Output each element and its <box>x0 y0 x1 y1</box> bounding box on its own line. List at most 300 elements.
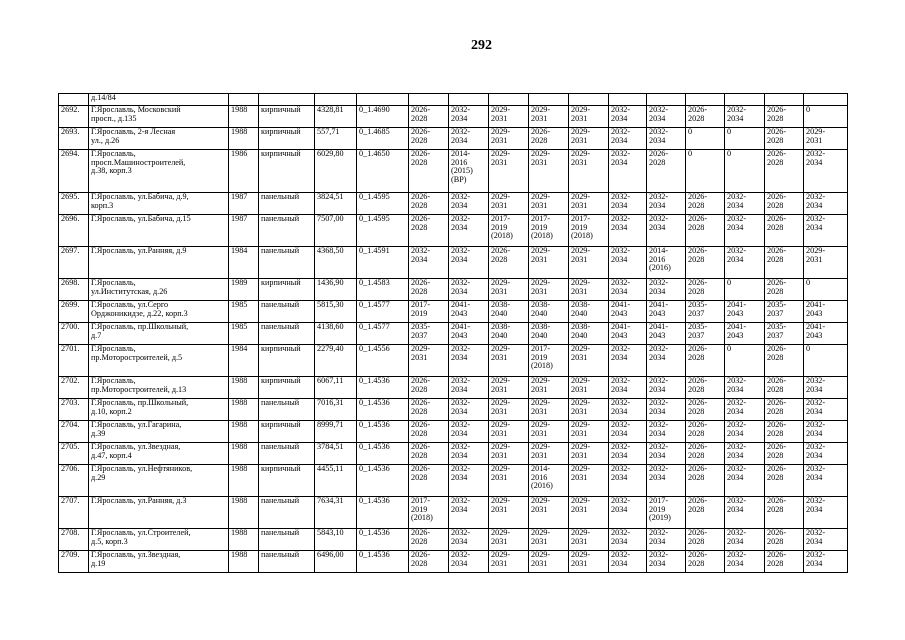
cell-period-1: 2017- 2019 <box>409 301 449 323</box>
cell-period-10: 2026- 2028 <box>765 150 804 193</box>
cell-period-7: 2032- 2034 <box>647 377 686 399</box>
cell-period-10: 2026- 2028 <box>765 399 804 421</box>
cell-period-7: 2032- 2034 <box>647 443 686 465</box>
cell-period-3: 2026- 2028 <box>489 247 529 279</box>
cell-wall-material: панельный <box>259 247 315 279</box>
cell-period-6: 2032- 2034 <box>609 215 647 247</box>
cell-period-2: 2032- 2034 <box>449 465 489 497</box>
cell-period-9: 2032- 2034 <box>725 399 765 421</box>
cell-object-code: 0_1.4583 <box>357 279 409 301</box>
cell-period-1: 2026- 2028 <box>409 377 449 399</box>
cell-period-6: 2032- 2034 <box>609 399 647 421</box>
cell-period-7: 2017- 2019 (2019) <box>647 497 686 529</box>
cell-period-8: 2026- 2028 <box>686 421 725 443</box>
cell-period-4: 2014- 2016 (2016) <box>529 465 569 497</box>
cell-period-2: 2032- 2034 <box>449 279 489 301</box>
cell-area: 8999,71 <box>315 421 357 443</box>
cell-period-6: 2032- 2034 <box>609 497 647 529</box>
cell-build-year: 1987 <box>229 193 259 215</box>
cell-period-5: 2029- 2031 <box>569 529 609 551</box>
cell-wall-material: панельный <box>259 193 315 215</box>
table-row <box>59 94 848 106</box>
cell-build-year: 1988 <box>229 497 259 529</box>
cell-address: Г.Ярославль, ул.Строителей, д.5, корп.3 <box>89 529 229 551</box>
cell-period-11: 2032- 2034 <box>804 421 848 443</box>
cell-period-2: 2032- 2034 <box>449 345 489 377</box>
cell-wall-material: панельный <box>259 399 315 421</box>
cell-build-year: 1988 <box>229 465 259 497</box>
cell-period-5: 2038- 2040 <box>569 301 609 323</box>
cell-wall-material: кирпичный <box>259 279 315 301</box>
cell-area: 7634,31 <box>315 497 357 529</box>
cell-period-8: 2035- 2037 <box>686 301 725 323</box>
cell-period-5: 2029- 2031 <box>569 421 609 443</box>
cell-period-8: 2026- 2028 <box>686 551 725 573</box>
cell-wall-material: кирпичный <box>259 465 315 497</box>
table-row <box>59 215 848 247</box>
cell-period-1: 2026- 2028 <box>409 465 449 497</box>
cell-address: Г.Ярославль, пр.Моторостроителей, д.5 <box>89 345 229 377</box>
cell-period-4: 2029- 2031 <box>529 279 569 301</box>
cell-period-3: 2029- 2031 <box>489 150 529 193</box>
cell-period-11: 2032- 2034 <box>804 150 848 193</box>
cell-period-1: 2026- 2028 <box>409 106 449 128</box>
cell-build-year: 1987 <box>229 215 259 247</box>
cell-period-5: 2029- 2031 <box>569 345 609 377</box>
cell-period-10: 2026- 2028 <box>765 497 804 529</box>
cell-period-5: 2029- 2031 <box>569 465 609 497</box>
cell-period-3: 2029- 2031 <box>489 529 529 551</box>
cell-period-10: 2026- 2028 <box>765 377 804 399</box>
cell-area: 4368,50 <box>315 247 357 279</box>
cell-period-4 <box>529 94 569 106</box>
cell-area: 4138,60 <box>315 323 357 345</box>
cell-period-5 <box>569 94 609 106</box>
cell-address: Г.Ярославль, ул.Ранняя, д.9 <box>89 247 229 279</box>
cell-period-2: 2014- 2016 (2015) (ВР) <box>449 150 489 193</box>
cell-period-10: 2026- 2028 <box>765 247 804 279</box>
cell-period-5: 2029- 2031 <box>569 399 609 421</box>
cell-period-9: 2032- 2034 <box>725 247 765 279</box>
cell-period-8: 2026- 2028 <box>686 529 725 551</box>
cell-period-9: 2032- 2034 <box>725 497 765 529</box>
cell-period-2: 2032- 2034 <box>449 421 489 443</box>
cell-period-1: 2026- 2028 <box>409 279 449 301</box>
cell-wall-material: панельный <box>259 551 315 573</box>
cell-period-10: 2026- 2028 <box>765 465 804 497</box>
cell-period-10: 2035- 2037 <box>765 323 804 345</box>
cell-object-code: 0_1.4536 <box>357 465 409 497</box>
cell-wall-material: панельный <box>259 529 315 551</box>
cell-period-6: 2032- 2034 <box>609 421 647 443</box>
cell-object-code: 0_1.4577 <box>357 301 409 323</box>
cell-row-number: 2704. <box>59 421 89 443</box>
cell-period-2: 2032- 2034 <box>449 106 489 128</box>
cell-period-8: 2026- 2028 <box>686 497 725 529</box>
table-row <box>59 345 848 377</box>
cell-period-8: 2026- 2028 <box>686 279 725 301</box>
cell-period-9: 2032- 2034 <box>725 421 765 443</box>
cell-object-code: 0_1.4536 <box>357 443 409 465</box>
cell-object-code: 0_1.4536 <box>357 421 409 443</box>
cell-address: Г.Ярославль, ул.Звездная, д.19 <box>89 551 229 573</box>
cell-build-year: 1988 <box>229 443 259 465</box>
cell-wall-material: кирпичный <box>259 128 315 150</box>
cell-period-6 <box>609 94 647 106</box>
cell-period-7: 2032- 2034 <box>647 279 686 301</box>
cell-period-3: 2029- 2031 <box>489 279 529 301</box>
cell-period-11: 2032- 2034 <box>804 377 848 399</box>
cell-period-2: 2032- 2034 <box>449 443 489 465</box>
cell-period-3: 2029- 2031 <box>489 551 529 573</box>
cell-period-5: 2029- 2031 <box>569 279 609 301</box>
cell-period-2: 2032- 2034 <box>449 551 489 573</box>
table-row <box>59 128 848 150</box>
cell-period-9: 2032- 2034 <box>725 215 765 247</box>
cell-period-10: 2026- 2028 <box>765 279 804 301</box>
cell-address: Г.Ярославль, ул.Ранняя, д.3 <box>89 497 229 529</box>
cell-period-11: 2041- 2043 <box>804 323 848 345</box>
cell-period-3: 2029- 2031 <box>489 443 529 465</box>
cell-object-code: 0_1.4536 <box>357 377 409 399</box>
cell-period-6: 2032- 2034 <box>609 128 647 150</box>
cell-period-6: 2032- 2034 <box>609 150 647 193</box>
cell-period-3: 2029- 2031 <box>489 128 529 150</box>
cell-period-9: 0 <box>725 128 765 150</box>
cell-period-7: 2032- 2034 <box>647 106 686 128</box>
cell-period-11: 0 <box>804 106 848 128</box>
cell-period-11: 2029- 2031 <box>804 247 848 279</box>
cell-period-7 <box>647 94 686 106</box>
cell-period-7: 2041- 2043 <box>647 323 686 345</box>
cell-period-6: 2032- 2034 <box>609 279 647 301</box>
cell-wall-material: панельный <box>259 443 315 465</box>
cell-period-1: 2026- 2028 <box>409 193 449 215</box>
cell-period-9: 0 <box>725 279 765 301</box>
cell-wall-material: кирпичный <box>259 106 315 128</box>
cell-period-2 <box>449 94 489 106</box>
cell-area: 1436,90 <box>315 279 357 301</box>
cell-period-5: 2017- 2019 (2018) <box>569 215 609 247</box>
cell-object-code: 0_1.4591 <box>357 247 409 279</box>
cell-period-1: 2026- 2028 <box>409 421 449 443</box>
cell-period-9: 0 <box>725 150 765 193</box>
cell-period-7: 2026- 2028 <box>647 150 686 193</box>
cell-period-4: 2029- 2031 <box>529 497 569 529</box>
cell-period-10: 2026- 2028 <box>765 345 804 377</box>
cell-row-number: 2696. <box>59 215 89 247</box>
cell-period-4: 2029- 2031 <box>529 551 569 573</box>
cell-period-2: 2041- 2043 <box>449 323 489 345</box>
cell-wall-material: панельный <box>259 323 315 345</box>
cell-period-4: 2029- 2031 <box>529 443 569 465</box>
cell-period-9 <box>725 94 765 106</box>
cell-wall-material: панельный <box>259 215 315 247</box>
cell-address: Г.Ярославль, ул.Нефтяников, д.29 <box>89 465 229 497</box>
cell-period-11: 2032- 2034 <box>804 443 848 465</box>
cell-period-10: 2026- 2028 <box>765 106 804 128</box>
cell-area: 4328,81 <box>315 106 357 128</box>
table-row <box>59 399 848 421</box>
cell-period-5: 2029- 2031 <box>569 193 609 215</box>
cell-row-number: 2706. <box>59 465 89 497</box>
cell-period-3: 2038- 2040 <box>489 301 529 323</box>
cell-area <box>315 94 357 106</box>
cell-period-7: 2041- 2043 <box>647 301 686 323</box>
cell-period-4: 2017- 2019 (2018) <box>529 215 569 247</box>
cell-row-number: 2702. <box>59 377 89 399</box>
cell-period-2: 2032- 2034 <box>449 529 489 551</box>
cell-wall-material: кирпичный <box>259 345 315 377</box>
housing-repair-schedule-table <box>58 93 848 573</box>
cell-period-1: 2026- 2028 <box>409 128 449 150</box>
table-row <box>59 106 848 128</box>
cell-period-8: 2026- 2028 <box>686 247 725 279</box>
cell-row-number: 2697. <box>59 247 89 279</box>
cell-period-7: 2032- 2034 <box>647 399 686 421</box>
cell-period-2: 2032- 2034 <box>449 497 489 529</box>
cell-row-number <box>59 94 89 106</box>
cell-period-4: 2029- 2031 <box>529 247 569 279</box>
cell-period-7: 2032- 2034 <box>647 215 686 247</box>
cell-wall-material: кирпичный <box>259 150 315 193</box>
cell-object-code: 0_1.4595 <box>357 193 409 215</box>
cell-address: Г.Ярославль, пр.Школьный, д.7 <box>89 323 229 345</box>
cell-period-11: 2032- 2034 <box>804 465 848 497</box>
cell-period-6: 2032- 2034 <box>609 345 647 377</box>
cell-period-9: 2032- 2034 <box>725 551 765 573</box>
cell-period-8: 2026- 2028 <box>686 345 725 377</box>
cell-period-4: 2026- 2028 <box>529 128 569 150</box>
cell-period-4: 2029- 2031 <box>529 421 569 443</box>
cell-period-3: 2038- 2040 <box>489 323 529 345</box>
cell-period-4: 2017- 2019 (2018) <box>529 345 569 377</box>
cell-period-4: 2038- 2040 <box>529 323 569 345</box>
cell-period-11: 0 <box>804 279 848 301</box>
cell-period-7: 2032- 2034 <box>647 128 686 150</box>
cell-row-number: 2698. <box>59 279 89 301</box>
cell-period-11: 2029- 2031 <box>804 128 848 150</box>
cell-wall-material: панельный <box>259 301 315 323</box>
cell-period-11: 0 <box>804 345 848 377</box>
cell-build-year: 1988 <box>229 106 259 128</box>
cell-period-10: 2026- 2028 <box>765 193 804 215</box>
cell-period-9: 2032- 2034 <box>725 465 765 497</box>
cell-build-year: 1989 <box>229 279 259 301</box>
cell-period-5: 2029- 2031 <box>569 106 609 128</box>
cell-row-number: 2701. <box>59 345 89 377</box>
cell-period-11: 2032- 2034 <box>804 215 848 247</box>
cell-period-11: 2032- 2034 <box>804 193 848 215</box>
cell-period-6: 2041- 2043 <box>609 301 647 323</box>
cell-address: Г.Ярославль, ул.Бабича, д.9, корп.3 <box>89 193 229 215</box>
cell-period-8: 2026- 2028 <box>686 215 725 247</box>
cell-period-9: 0 <box>725 345 765 377</box>
cell-period-10: 2026- 2028 <box>765 421 804 443</box>
cell-period-10: 2026- 2028 <box>765 215 804 247</box>
cell-row-number: 2708. <box>59 529 89 551</box>
cell-period-4: 2029- 2031 <box>529 106 569 128</box>
table-row <box>59 323 848 345</box>
cell-row-number: 2693. <box>59 128 89 150</box>
cell-period-4: 2029- 2031 <box>529 399 569 421</box>
cell-object-code: 0_1.4577 <box>357 323 409 345</box>
cell-period-6: 2032- 2034 <box>609 247 647 279</box>
cell-period-1: 2035- 2037 <box>409 323 449 345</box>
cell-period-6: 2032- 2034 <box>609 529 647 551</box>
cell-period-3: 2029- 2031 <box>489 465 529 497</box>
cell-build-year: 1984 <box>229 247 259 279</box>
cell-object-code: 0_1.4556 <box>357 345 409 377</box>
cell-build-year: 1985 <box>229 301 259 323</box>
cell-period-11 <box>804 94 848 106</box>
cell-area: 6067,11 <box>315 377 357 399</box>
cell-period-1 <box>409 94 449 106</box>
cell-period-9: 2032- 2034 <box>725 106 765 128</box>
cell-period-2: 2032- 2034 <box>449 193 489 215</box>
cell-period-11: 2032- 2034 <box>804 497 848 529</box>
cell-period-7: 2032- 2034 <box>647 421 686 443</box>
cell-build-year <box>229 94 259 106</box>
cell-area: 3784,51 <box>315 443 357 465</box>
cell-period-3: 2029- 2031 <box>489 399 529 421</box>
cell-period-5: 2029- 2031 <box>569 497 609 529</box>
cell-object-code <box>357 94 409 106</box>
cell-period-4: 2029- 2031 <box>529 529 569 551</box>
cell-period-1: 2017- 2019 (2018) <box>409 497 449 529</box>
cell-object-code: 0_1.4650 <box>357 150 409 193</box>
cell-area: 4455,11 <box>315 465 357 497</box>
cell-build-year: 1988 <box>229 421 259 443</box>
cell-area: 6029,80 <box>315 150 357 193</box>
cell-object-code: 0_1.4595 <box>357 215 409 247</box>
cell-wall-material: панельный <box>259 497 315 529</box>
cell-period-8: 2026- 2028 <box>686 443 725 465</box>
cell-row-number: 2705. <box>59 443 89 465</box>
cell-row-number: 2700. <box>59 323 89 345</box>
cell-build-year: 1988 <box>229 128 259 150</box>
cell-period-7: 2032- 2034 <box>647 529 686 551</box>
cell-row-number: 2694. <box>59 150 89 193</box>
cell-wall-material <box>259 94 315 106</box>
cell-period-3: 2029- 2031 <box>489 193 529 215</box>
cell-object-code: 0_1.4536 <box>357 529 409 551</box>
cell-period-1: 2029- 2031 <box>409 345 449 377</box>
cell-period-3: 2029- 2031 <box>489 106 529 128</box>
cell-address: Г.Ярославль, пр.Моторостроителей, д.13 <box>89 377 229 399</box>
cell-row-number: 2699. <box>59 301 89 323</box>
cell-period-10: 2026- 2028 <box>765 551 804 573</box>
cell-build-year: 1988 <box>229 399 259 421</box>
table-row <box>59 551 848 573</box>
cell-period-2: 2032- 2034 <box>449 377 489 399</box>
cell-row-number: 2703. <box>59 399 89 421</box>
cell-period-1: 2026- 2028 <box>409 150 449 193</box>
table-row <box>59 247 848 279</box>
cell-area: 3824,51 <box>315 193 357 215</box>
cell-period-1: 2032- 2034 <box>409 247 449 279</box>
cell-period-1: 2026- 2028 <box>409 399 449 421</box>
cell-period-10: 2035- 2037 <box>765 301 804 323</box>
cell-period-6: 2032- 2034 <box>609 443 647 465</box>
cell-build-year: 1988 <box>229 377 259 399</box>
cell-period-3: 2029- 2031 <box>489 421 529 443</box>
cell-area: 557,71 <box>315 128 357 150</box>
table-row <box>59 443 848 465</box>
cell-address: Г.Ярославль, ул.Институтская, д.26 <box>89 279 229 301</box>
cell-period-7: 2032- 2034 <box>647 193 686 215</box>
cell-period-4: 2038- 2040 <box>529 301 569 323</box>
cell-period-8: 2035- 2037 <box>686 323 725 345</box>
cell-period-10 <box>765 94 804 106</box>
cell-build-year: 1986 <box>229 150 259 193</box>
cell-period-9: 2041- 2043 <box>725 323 765 345</box>
cell-period-5: 2029- 2031 <box>569 150 609 193</box>
cell-period-8: 2026- 2028 <box>686 399 725 421</box>
cell-period-7: 2032- 2034 <box>647 465 686 497</box>
cell-period-11: 2032- 2034 <box>804 399 848 421</box>
table-row <box>59 529 848 551</box>
cell-area: 7507,00 <box>315 215 357 247</box>
cell-period-2: 2032- 2034 <box>449 128 489 150</box>
cell-period-4: 2029- 2031 <box>529 193 569 215</box>
cell-address: Г.Ярославль, ул.Бабича, д.15 <box>89 215 229 247</box>
cell-build-year: 1988 <box>229 529 259 551</box>
table-row <box>59 301 848 323</box>
cell-period-8: 2026- 2028 <box>686 377 725 399</box>
table-row <box>59 193 848 215</box>
cell-address: Г.Ярославль, ул.Серго Орджоникидзе, д.22, корп.3 <box>89 301 229 323</box>
table-row <box>59 465 848 497</box>
cell-period-11: 2032- 2034 <box>804 529 848 551</box>
cell-address: Г.Ярославль, 2-я Лесная ул., д.26 <box>89 128 229 150</box>
cell-row-number: 2692. <box>59 106 89 128</box>
table-row <box>59 279 848 301</box>
cell-period-5: 2029- 2031 <box>569 128 609 150</box>
cell-build-year: 1984 <box>229 345 259 377</box>
cell-period-11: 2041- 2043 <box>804 301 848 323</box>
cell-period-6: 2032- 2034 <box>609 465 647 497</box>
cell-period-5: 2029- 2031 <box>569 247 609 279</box>
cell-wall-material: кирпичный <box>259 421 315 443</box>
cell-area: 5843,10 <box>315 529 357 551</box>
page-number: 292 <box>471 38 492 53</box>
cell-period-4: 2029- 2031 <box>529 377 569 399</box>
table-row <box>59 421 848 443</box>
table-row <box>59 377 848 399</box>
cell-period-2: 2032- 2034 <box>449 215 489 247</box>
table-row <box>59 497 848 529</box>
cell-object-code: 0_1.4685 <box>357 128 409 150</box>
cell-period-10: 2026- 2028 <box>765 529 804 551</box>
cell-period-4: 2029- 2031 <box>529 150 569 193</box>
cell-period-2: 2041- 2043 <box>449 301 489 323</box>
cell-address: Г.Ярославль, просп.Машиностроителей, д.38, корп.3 <box>89 150 229 193</box>
cell-period-5: 2038- 2040 <box>569 323 609 345</box>
cell-row-number: 2707. <box>59 497 89 529</box>
cell-period-5: 2029- 2031 <box>569 443 609 465</box>
cell-period-6: 2041- 2043 <box>609 323 647 345</box>
cell-address: д.14/84 <box>89 94 229 106</box>
cell-period-3 <box>489 94 529 106</box>
cell-area: 2279,40 <box>315 345 357 377</box>
cell-wall-material: кирпичный <box>259 377 315 399</box>
cell-period-8: 0 <box>686 128 725 150</box>
cell-object-code: 0_1.4536 <box>357 399 409 421</box>
cell-period-7: 2032- 2034 <box>647 345 686 377</box>
cell-period-3: 2029- 2031 <box>489 345 529 377</box>
cell-area: 5815,30 <box>315 301 357 323</box>
